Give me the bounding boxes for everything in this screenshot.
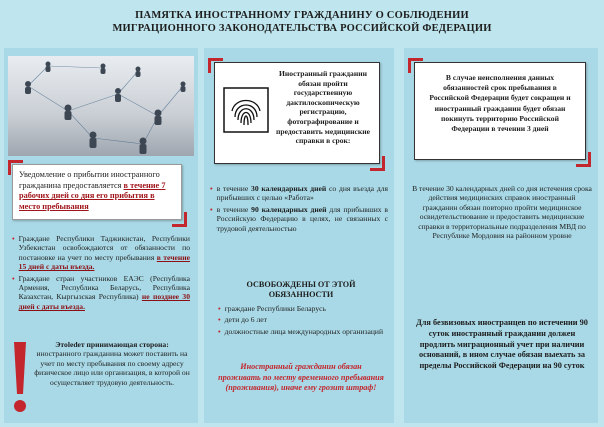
bullet-text: в течение bbox=[216, 204, 252, 214]
fingerprint-box bbox=[214, 62, 380, 164]
residence-warning: Иностранный гражданин обязан проживать по месту временного пребывания (проживания), иначе ему грозит штраф! bbox=[218, 362, 384, 392]
bullet-highlight: не позднее 30 дней с даты въезда. bbox=[18, 292, 190, 311]
visa-free-notice: Для безвизовых иностранцев по истечении 90 суток иностранный гражданин должен продлить миграционный учет при наличии оснований, в ином случае обязан выехать за пределы Российской Федерации на 90 суток bbox=[416, 318, 588, 371]
list-item bbox=[218, 304, 384, 313]
exempt-block bbox=[218, 280, 384, 336]
corner-accent bbox=[408, 58, 423, 73]
corner-accent bbox=[172, 212, 187, 227]
arrival-notice-deadline: в течение 7 рабочих дней со дня его прибытия в место пребывания bbox=[19, 180, 166, 211]
page-title-line2: МИГРАЦИОННОГО ЗАКОНОДАТЕЛЬСТВА РОССИЙСКОЙ ФЕДЕРАЦИИ bbox=[112, 23, 492, 34]
bullet-icon: • bbox=[210, 204, 213, 214]
host-party-block bbox=[34, 340, 190, 387]
bullet-icon: • bbox=[218, 326, 221, 336]
bullet-text: для прибывших в Российскую Федерацию в целях, не связанных с трудовой деятельностью bbox=[216, 204, 388, 233]
fingerprint-icon bbox=[223, 87, 269, 133]
bullet-highlight: в течение 15 дней с даты въезда. bbox=[18, 252, 190, 272]
medical-renewal-text: В течение 30 календарных дней со дня истечения срока действия медицинских справок иностранный гражданин обязан повторно пройти медицинское освидетельствование и предоставить медицинские справки в территориальные подразделения МВД по Республике Мордовия на районном уровне bbox=[412, 184, 592, 241]
arrival-notice-box bbox=[12, 164, 182, 220]
list-item bbox=[218, 315, 384, 324]
corner-accent bbox=[370, 156, 385, 171]
bullet-text: в течение bbox=[216, 184, 252, 193]
exempt-item: дети до 6 лет bbox=[224, 315, 267, 325]
list-item bbox=[12, 274, 190, 312]
left-exemptions-list bbox=[12, 234, 190, 311]
host-party-text: иностранного гражданина может поставить на учет по месту пребывания по своему адресу физическое лицо или организация, в которой он осуществляет трудовую деятельность. bbox=[34, 349, 190, 387]
arrival-notice-text: Уведомление о прибытии иностранного гражданина предоставляется bbox=[19, 170, 160, 190]
bullet-icon: • bbox=[218, 304, 221, 313]
fingerprint-text: Иностранный гражданин обязан пройти государственную дактилоскопическую регистрацию, фотографирование и предоставить медицинские справки в срок: bbox=[276, 69, 370, 146]
page-title-line1: ПАМЯТКА ИНОСТРАННОМУ ГРАЖДАНИНУ О СОБЛЮДЕНИИ bbox=[135, 10, 469, 21]
bullet-bold: 90 календарных дней bbox=[251, 204, 327, 214]
corner-accent bbox=[576, 152, 591, 167]
network-people-image bbox=[8, 56, 194, 156]
exempt-item: граждане Республики Беларусь bbox=[224, 304, 326, 313]
bullet-icon: • bbox=[210, 184, 213, 193]
exempt-item: должностные лица международных организаций bbox=[224, 326, 384, 336]
corner-accent bbox=[8, 160, 23, 175]
exclamation-icon bbox=[10, 340, 30, 416]
list-item bbox=[210, 205, 388, 233]
corner-accent bbox=[208, 58, 223, 73]
exempt-title: ОСВОБОЖДЕНЫ ОТ ЭТОЙ ОБЯЗАННОСТИ bbox=[246, 280, 356, 299]
center-deadlines-list bbox=[210, 184, 388, 233]
people-network-graphic bbox=[8, 56, 194, 156]
bullet-text: Граждане стран участников ЕАЭС (Республика Армения, Республика Беларусь, Республика Казахстан, Кыргызская Республика) bbox=[18, 273, 190, 302]
list-item bbox=[12, 234, 190, 272]
bullet-text: со дня въезда для прибывших с целью «Работа» bbox=[216, 184, 388, 203]
host-party-title: Этоledет принимающая сторона: bbox=[55, 340, 169, 349]
bullet-icon: • bbox=[12, 234, 15, 243]
penalty-box: В случае неисполнения данных обязанностей срок пребывания в Российской Федерации будет сокращен и иностранный гражданин будет обязан покинуть территорию Российской Федерации в течении 3 дней bbox=[414, 62, 586, 160]
list-item bbox=[218, 327, 384, 336]
bullet-icon: • bbox=[12, 273, 15, 283]
bullet-bold: 30 календарных дней bbox=[251, 184, 327, 193]
bullet-text: Граждане Республики Таджикистан, Республики Узбекистан освобождаются от обязанности по постановке на учет по месту пребывания bbox=[18, 234, 190, 262]
list-item bbox=[210, 184, 388, 203]
bullet-icon: • bbox=[218, 315, 221, 325]
header bbox=[0, 0, 604, 44]
